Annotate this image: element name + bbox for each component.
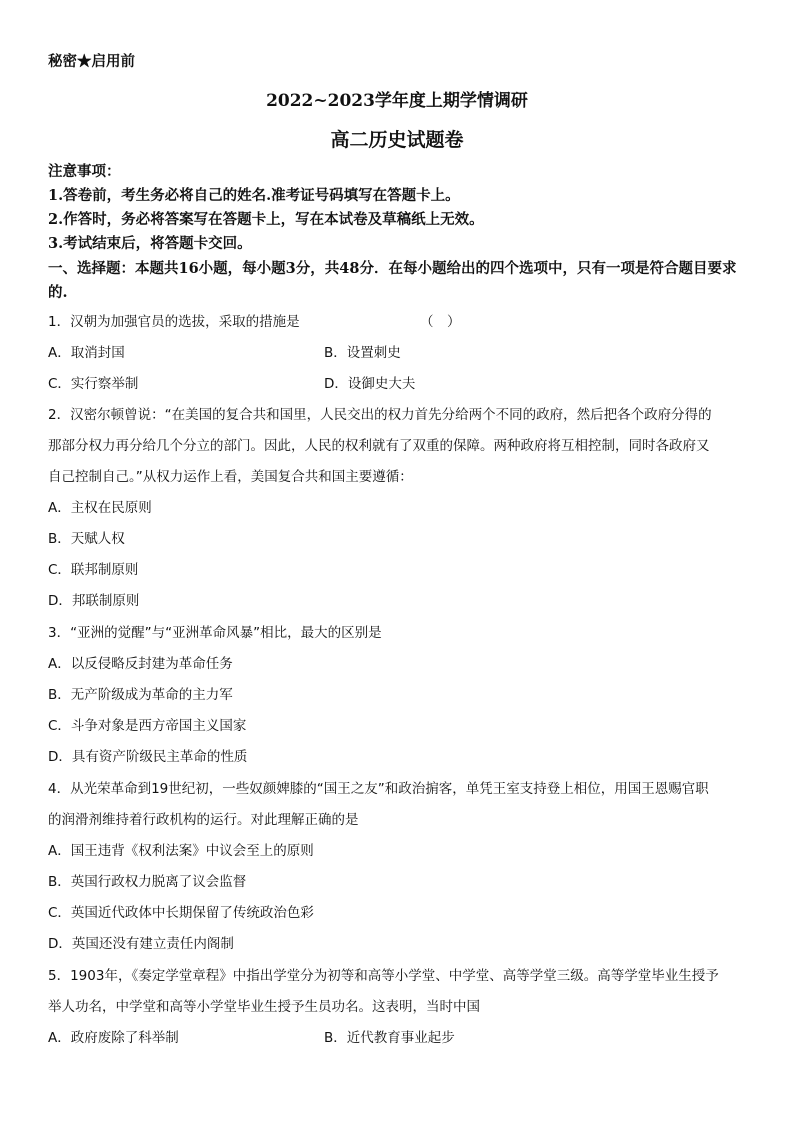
question-4 <box>48 774 748 960</box>
question-stem: 的润滑剂维持着行政机构的运行。对此理解正确的是 <box>48 812 359 828</box>
option-d: D．英国还没有建立责任内阁制 <box>48 936 234 952</box>
option-c: C．英国近代政体中长期保留了传统政治色彩 <box>48 905 314 921</box>
option-d: D．邦联制原则 <box>48 593 140 609</box>
option-c: C．实行察举制 <box>48 376 139 392</box>
option-c: C．斗争对象是西方帝国主义国家 <box>48 718 247 734</box>
option-b: B．设置刺史 <box>324 345 401 361</box>
option-b: B．无产阶级成为革命的主力军 <box>48 687 233 703</box>
section-heading <box>48 257 748 305</box>
question-3 <box>48 618 748 773</box>
section-heading-line: 一、选择题：本题共16小题，每小题3分，共48分．在每小题给出的四个选项中，只有一项是符合题目要求 <box>48 260 737 277</box>
section-heading-line: 的. <box>48 284 68 301</box>
question-stem: 3．“亚洲的觉醒”与“亚洲革命风暴”相比，最大的区别是 <box>48 625 382 641</box>
question-stem: 举人功名，中学堂和高等小学堂毕业生授予生员功名。这表明，当时中国 <box>48 999 480 1015</box>
confidential-mark: 秘密★启用前 <box>48 53 135 70</box>
option-b: B．近代教育事业起步 <box>324 1030 455 1046</box>
option-a: A．主权在民原则 <box>48 500 152 516</box>
option-c: C．联邦制原则 <box>48 562 139 578</box>
option-a: A．政府废除了科举制 <box>48 1030 179 1046</box>
notes-item: 3.考试结束后，将答题卡交回。 <box>48 235 252 252</box>
option-a: A．国王违背《权利法案》中议会至上的原则 <box>48 843 314 859</box>
option-d: D．具有资产阶级民主革命的性质 <box>48 749 248 765</box>
question-stem: 2．汉密尔顿曾说：“在美国的复合共和国里，人民交出的权力首先分给两个不同的政府，然后把各个政府分得的 <box>48 407 712 423</box>
answer-bracket: （ ） <box>420 314 461 330</box>
notes-block <box>48 160 748 256</box>
option-d: D．设御史大夫 <box>324 376 416 392</box>
notes-item: 2.作答时，务必将答案写在答题卡上，写在本试卷及草稿纸上无效。 <box>48 211 484 228</box>
exam-title: 2022~2023学年度上期学情调研 <box>266 91 528 111</box>
option-b: B．英国行政权力脱离了议会监督 <box>48 874 247 890</box>
option-a: A．以反侵略反封建为革命任务 <box>48 656 233 672</box>
option-a: A．取消封国 <box>48 345 125 361</box>
question-2 <box>48 400 748 617</box>
question-5 <box>48 961 748 1054</box>
question-stem: 1．汉朝为加强官员的选拔，采取的措施是 <box>48 314 300 330</box>
notes-item: 1.答卷前，考生务必将自己的姓名.准考证号码填写在答题卡上。 <box>48 187 460 204</box>
question-1 <box>48 307 748 400</box>
question-stem: 4．从光荣革命到19世纪初，一些奴颜婢膝的“国王之友”和政治掮客，单凭王室支持登上相位，用国王恩赐官职 <box>48 781 709 797</box>
question-stem: 那部分权力再分给几个分立的部门。因此，人民的权利就有了双重的保障。两种政府将互相控制，同时各政府又 <box>48 438 710 454</box>
option-b: B．天赋人权 <box>48 531 125 547</box>
question-stem: 自己控制自己。”从权力运作上看，美国复合共和国主要遵循： <box>48 469 413 485</box>
notes-heading: 注意事项： <box>48 163 121 180</box>
exam-subtitle: 高二历史试题卷 <box>330 129 464 151</box>
question-stem: 5．1903年，《奏定学堂章程》中指出学堂分为初等和高等小学堂、中学堂、高等学堂三级。高等学堂毕业生授予 <box>48 968 719 984</box>
